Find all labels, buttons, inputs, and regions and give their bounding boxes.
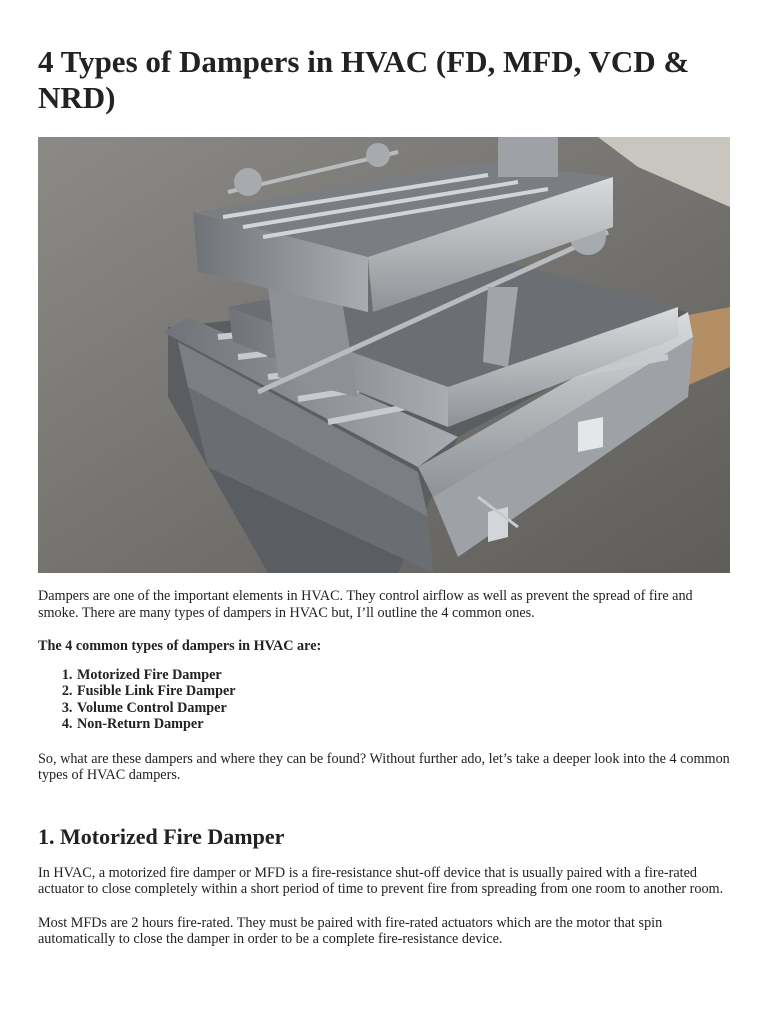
list-item: 2. Fusible Link Fire Damper <box>76 683 730 700</box>
list-item: 4. Non-Return Damper <box>76 716 730 733</box>
section-heading-motorized-fire-damper: 1. Motorized Fire Damper <box>38 823 285 849</box>
list-item: 1. Motorized Fire Damper <box>76 667 730 684</box>
article-title: 4 Types of Dampers in HVAC (FD, MFD, VCD & NRD) <box>38 44 690 115</box>
transition-paragraph: So, what are these dampers and where they can be found? Without further ado, let’s take a deeper look into the 4 common types of HVAC dampers. <box>38 750 730 783</box>
list-item: 3. Volume Control Damper <box>76 700 730 717</box>
types-heading: The 4 common types of dampers in HVAC are: <box>38 638 322 654</box>
hero-image-stacked-dampers <box>38 137 730 573</box>
mfd-paragraph-2: Most MFDs are 2 hours fire-rated. They must be paired with fire-rated actuators which are the motor that spin automatically to close the damper in order to be a complete fire-resistance device. <box>38 914 663 947</box>
article <box>38 44 730 948</box>
intro-paragraph: Dampers are one of the important elements in HVAC. They control airflow as well as prevent the spread of fire and smoke. There are many types of dampers in HVAC but, I’ll outline the 4 common ones. <box>38 588 693 621</box>
damper-types-list <box>38 667 730 733</box>
mfd-paragraph-1: In HVAC, a motorized fire damper or MFD is a fire-resistance shut-off device that is usually paired with a fire-rated actuator to close completely within a short period of time to prevent fire from spreading from one room to another room. <box>38 864 724 897</box>
